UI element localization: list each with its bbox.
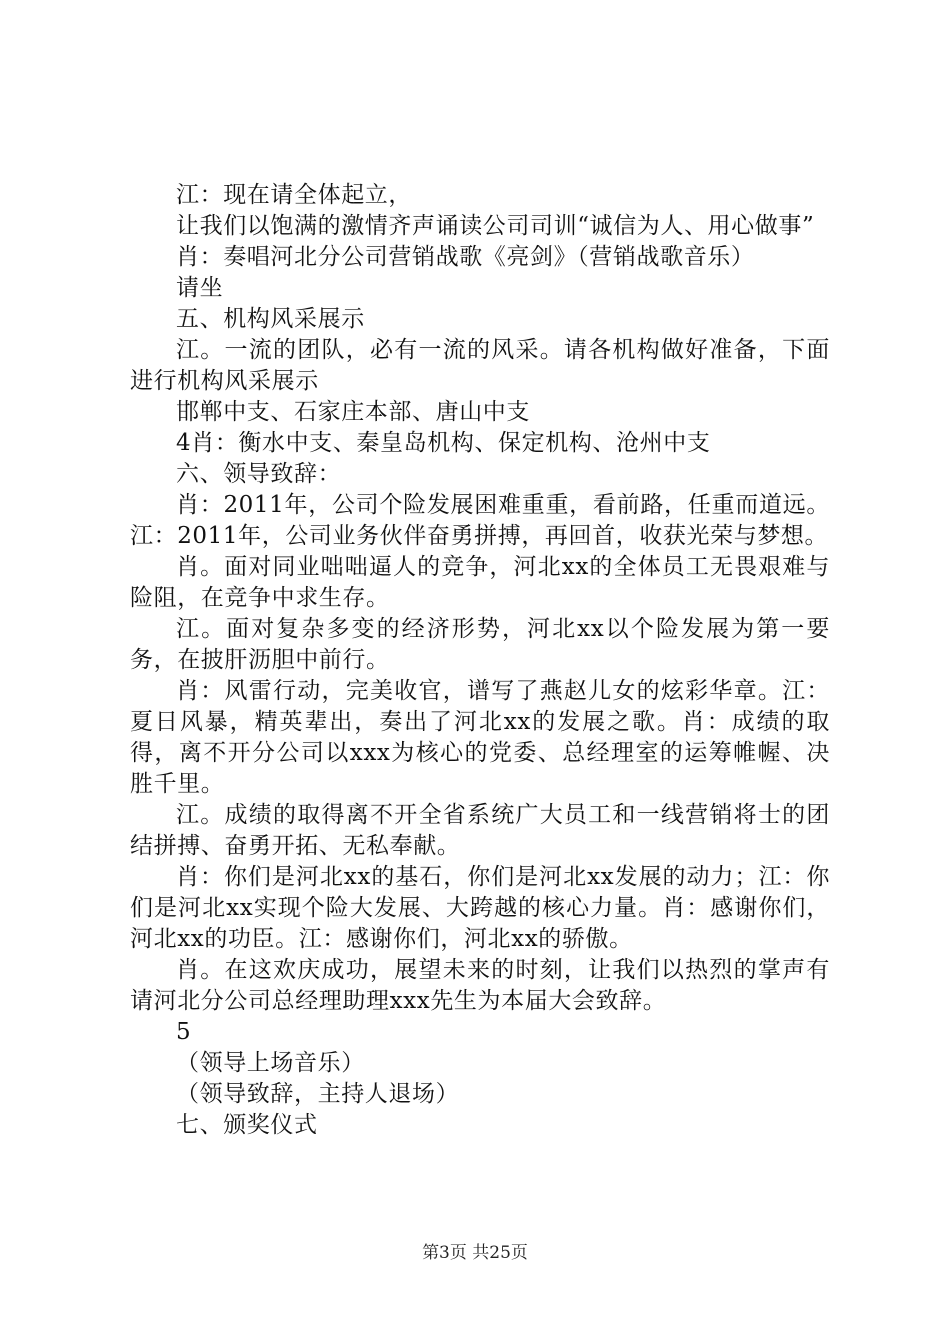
paragraph-1: 江：现在请全体起立， [176, 182, 412, 208]
paragraph-17: 5 [176, 1019, 192, 1045]
paragraph-11: 肖。面对同业咄咄逼人的竞争，河北xx的全体员工无畏艰难与险阻，在竞争中求生存。 [130, 554, 830, 611]
paragraph-4: 请坐 [176, 275, 224, 301]
paragraph-15: 肖：你们是河北xx的基石，你们是河北xx发展的动力；江：你们是河北xx实现个险大发展、大跨越的核心力量。肖：感谢你们，河北xx的功臣。江：感谢你们，河北xx的骄傲。 [130, 864, 830, 952]
paragraph-10: 肖：2011年，公司个险发展困难重重，看前路，任重而道远。江：2011年，公司业务伙伴奋勇拼搏，再回首，收获光荣与梦想。 [130, 492, 830, 549]
section-heading-6: 六、领导致辞： [176, 461, 342, 487]
section-heading-5: 五、机构风采展示 [176, 306, 365, 332]
paragraph-8: 4肖：衡水中支、秦皇岛机构、保定机构、沧州中支 [176, 430, 711, 456]
paragraph-13: 肖：风雷行动，完美收官，谱写了燕赵儿女的炫彩华章。江：夏日风暴，精英辈出，奏出了河北xx的发展之歌。肖：成绩的取得，离不开分公司以xxx为核心的党委、总经理室的运筹帷幄、决胜千里。 [130, 678, 830, 797]
paragraph-3: 肖：奏唱河北分公司营销战歌《亮剑》（营销战歌音乐） [176, 244, 755, 270]
paragraph-14: 江。成绩的取得离不开全省系统广大员工和一线营销将士的团结拼搏、奋勇开拓、无私奉献。 [130, 802, 830, 859]
paragraph-2: 让我们以饱满的激情齐声诵读公司司训“诚信为人、用心做事” [176, 213, 815, 239]
paragraph-6: 江。一流的团队，必有一流的风采。请各机构做好准备，下面进行机构风采展示 [130, 337, 830, 394]
paragraph-16: 肖。在这欢庆成功，展望未来的时刻，让我们以热烈的掌声有请河北分公司总经理助理xxx先生为本届大会致辞。 [130, 957, 830, 1014]
document-body [130, 180, 830, 1141]
paragraph-7: 邯郸中支、石家庄本部、唐山中支 [176, 399, 530, 425]
paragraph-19: （领导致辞，主持人退场） [176, 1081, 460, 1107]
paragraph-18: （领导上场音乐） [176, 1050, 365, 1076]
section-heading-7: 七、颁奖仪式 [176, 1112, 318, 1138]
paragraph-12: 江。面对复杂多变的经济形势，河北xx以个险发展为第一要务，在披肝沥胆中前行。 [130, 616, 830, 673]
page-number-footer: 第3页 共25页 [422, 1243, 528, 1263]
